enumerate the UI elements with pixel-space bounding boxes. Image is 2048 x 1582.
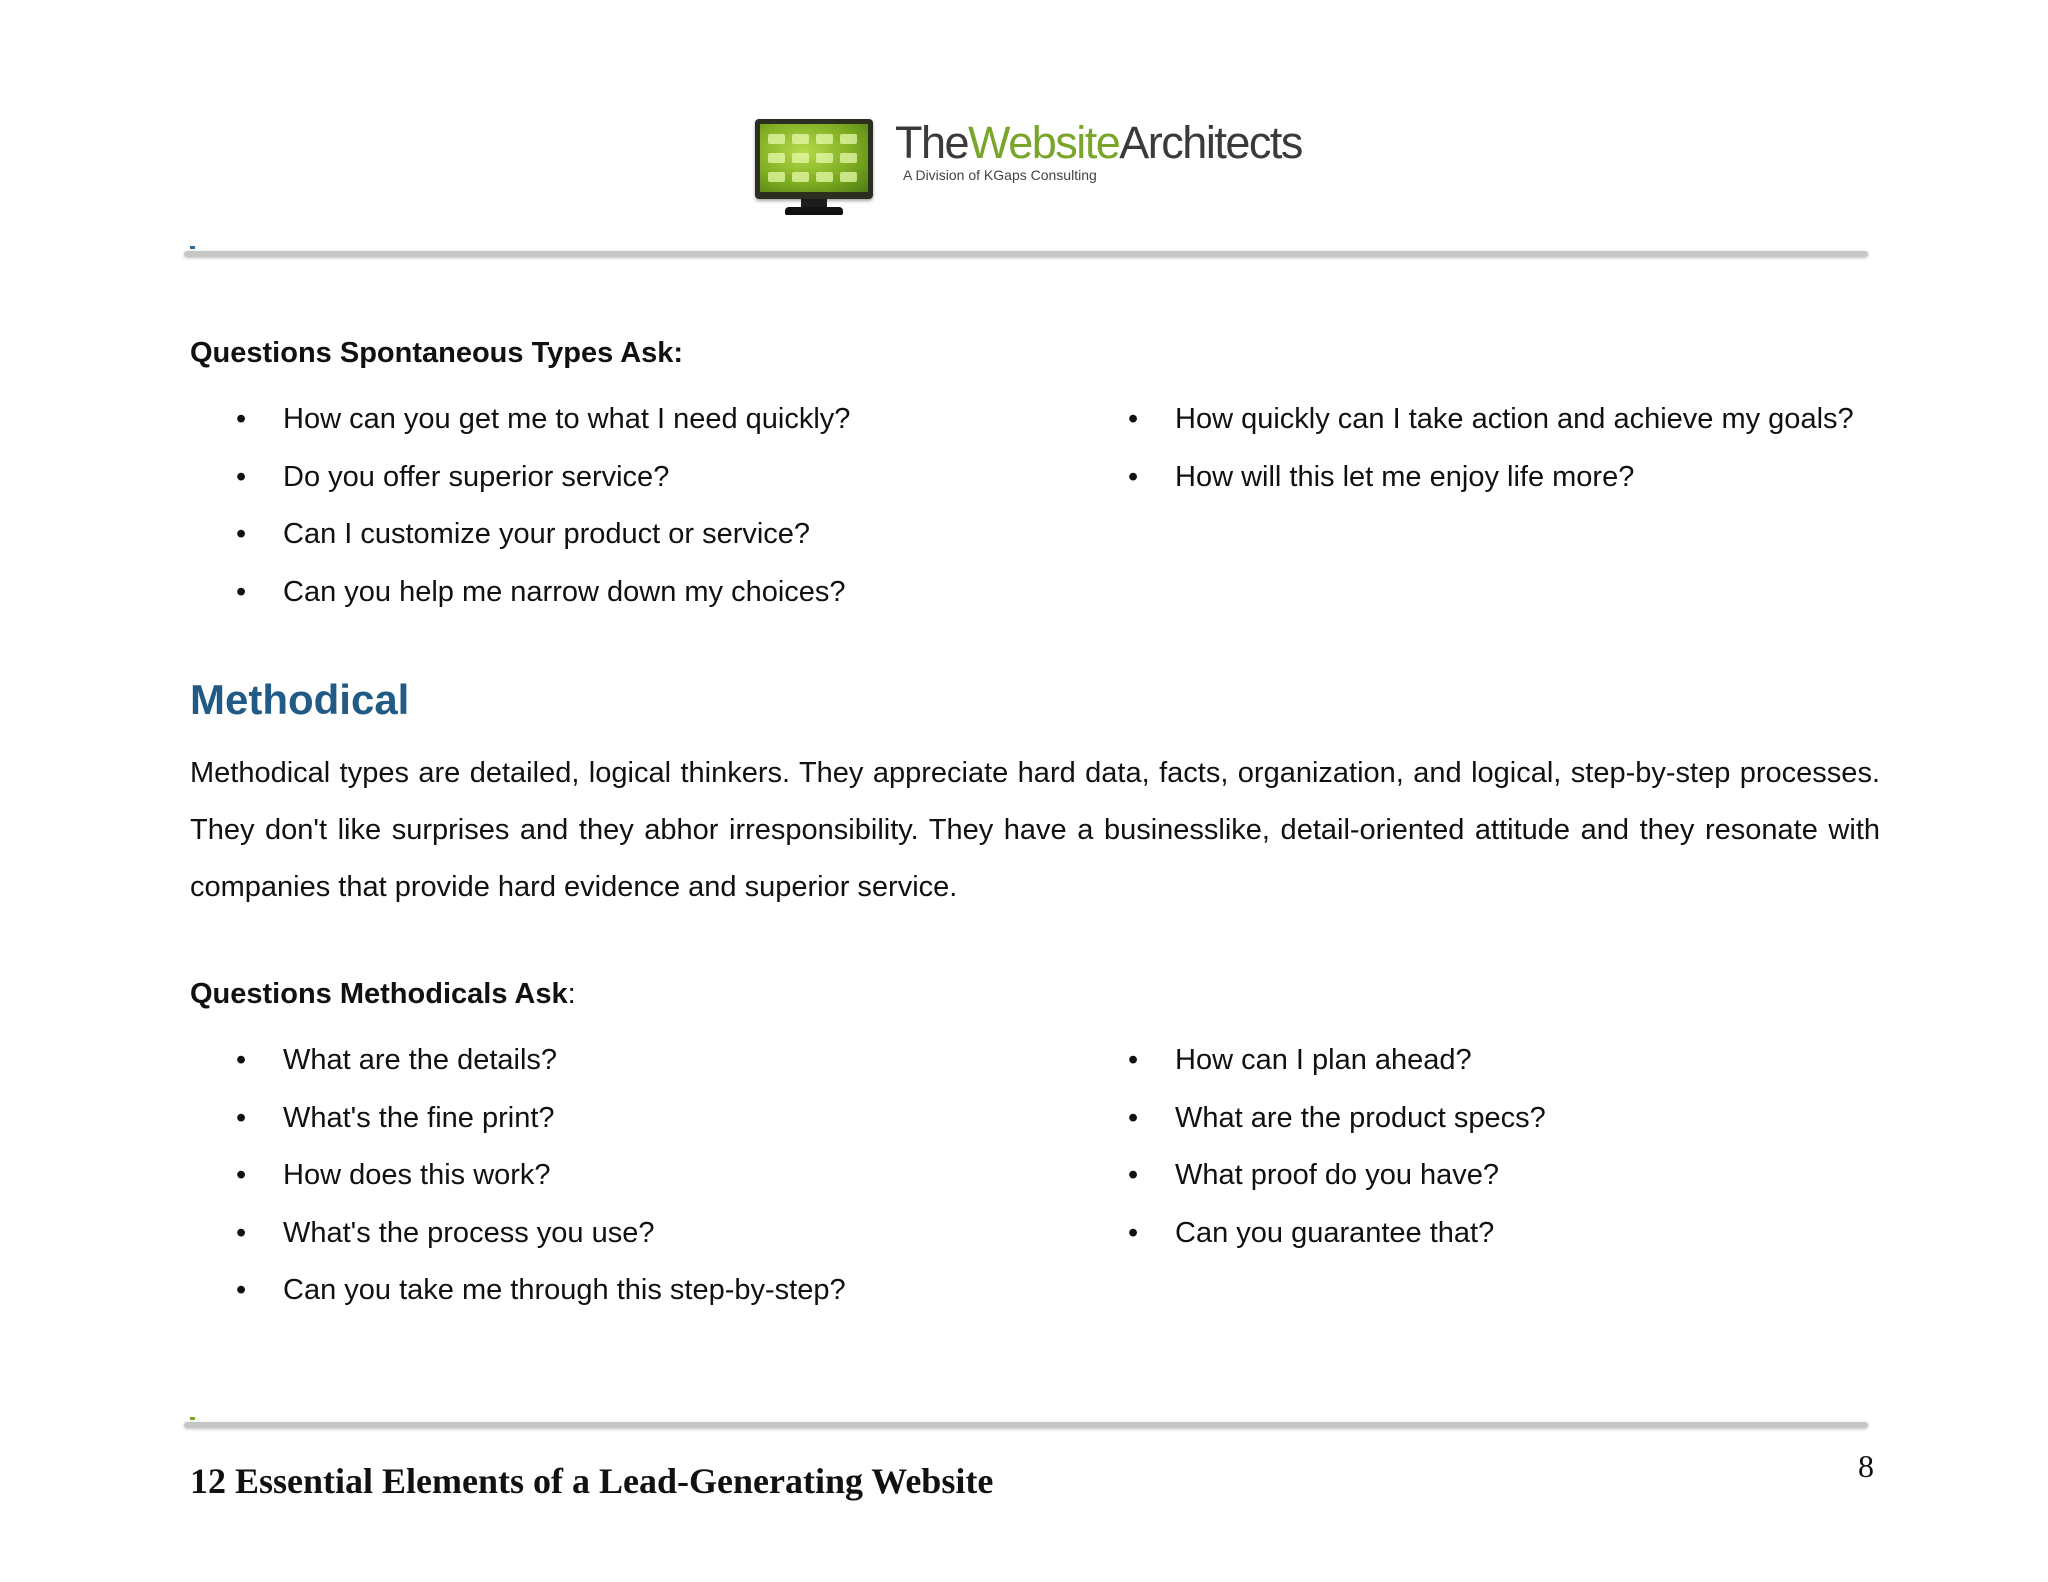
methodical-questions-right-list [1082,1032,1880,1262]
page-number: 8 [1858,1448,1874,1484]
list-item: • What's the process you use? [190,1205,1050,1263]
list-item: • What are the details? [190,1032,1050,1090]
methodical-questions-section [190,976,1880,1306]
brand-tagline: A Division of KGaps Consulting [903,167,1097,183]
spontaneous-questions-right-list [1082,391,1880,506]
header-rule-marker [190,246,195,249]
list-item: • How can you get me to what I need quickly? [190,391,1050,449]
section-title-methodical: Methodical [190,676,410,723]
monitor-icon [755,119,873,199]
methodical-questions-left-list [190,1032,1050,1320]
footer-rule-marker [190,1417,195,1420]
spontaneous-questions-section [190,335,1880,608]
header-divider [184,251,1868,257]
brand-name: TheWebsiteArchitects [895,117,1302,168]
spontaneous-questions-left-list [190,391,1050,621]
spontaneous-questions-heading: Questions Spontaneous Types Ask: [190,337,684,369]
company-logo [755,117,1315,217]
list-item: • How quickly can I take action and achieve my goals? [1082,391,1880,449]
methodical-questions-heading: Questions Methodicals Ask: [190,978,576,1010]
list-item: • Do you offer superior service? [190,449,1050,507]
methodical-description: Methodical types are detailed, logical thinkers. They appreciate hard data, facts, organization, and logical, step-by-step processes. They don't like surprises and they abhor irresponsibility. They have a businesslike, detail-oriented attitude and they resonate with companies that provide hard evidence and superior service. [190,757,1880,903]
list-item: • Can I customize your product or service? [190,506,1050,564]
list-item: • What are the product specs? [1082,1090,1880,1148]
list-item: • What's the fine print? [190,1090,1050,1148]
list-item: • How can I plan ahead? [1082,1032,1880,1090]
list-item: • Can you guarantee that? [1082,1205,1880,1263]
list-item: • Can you take me through this step-by-step? [190,1262,1050,1320]
list-item: • What proof do you have? [1082,1147,1880,1205]
list-item: • How does this work? [190,1147,1050,1205]
list-item: • Can you help me narrow down my choices? [190,564,1050,622]
list-item: • How will this let me enjoy life more? [1082,449,1880,507]
footer-divider [184,1422,1868,1428]
footer-document-title: 12 Essential Elements of a Lead-Generating Website [190,1461,994,1501]
